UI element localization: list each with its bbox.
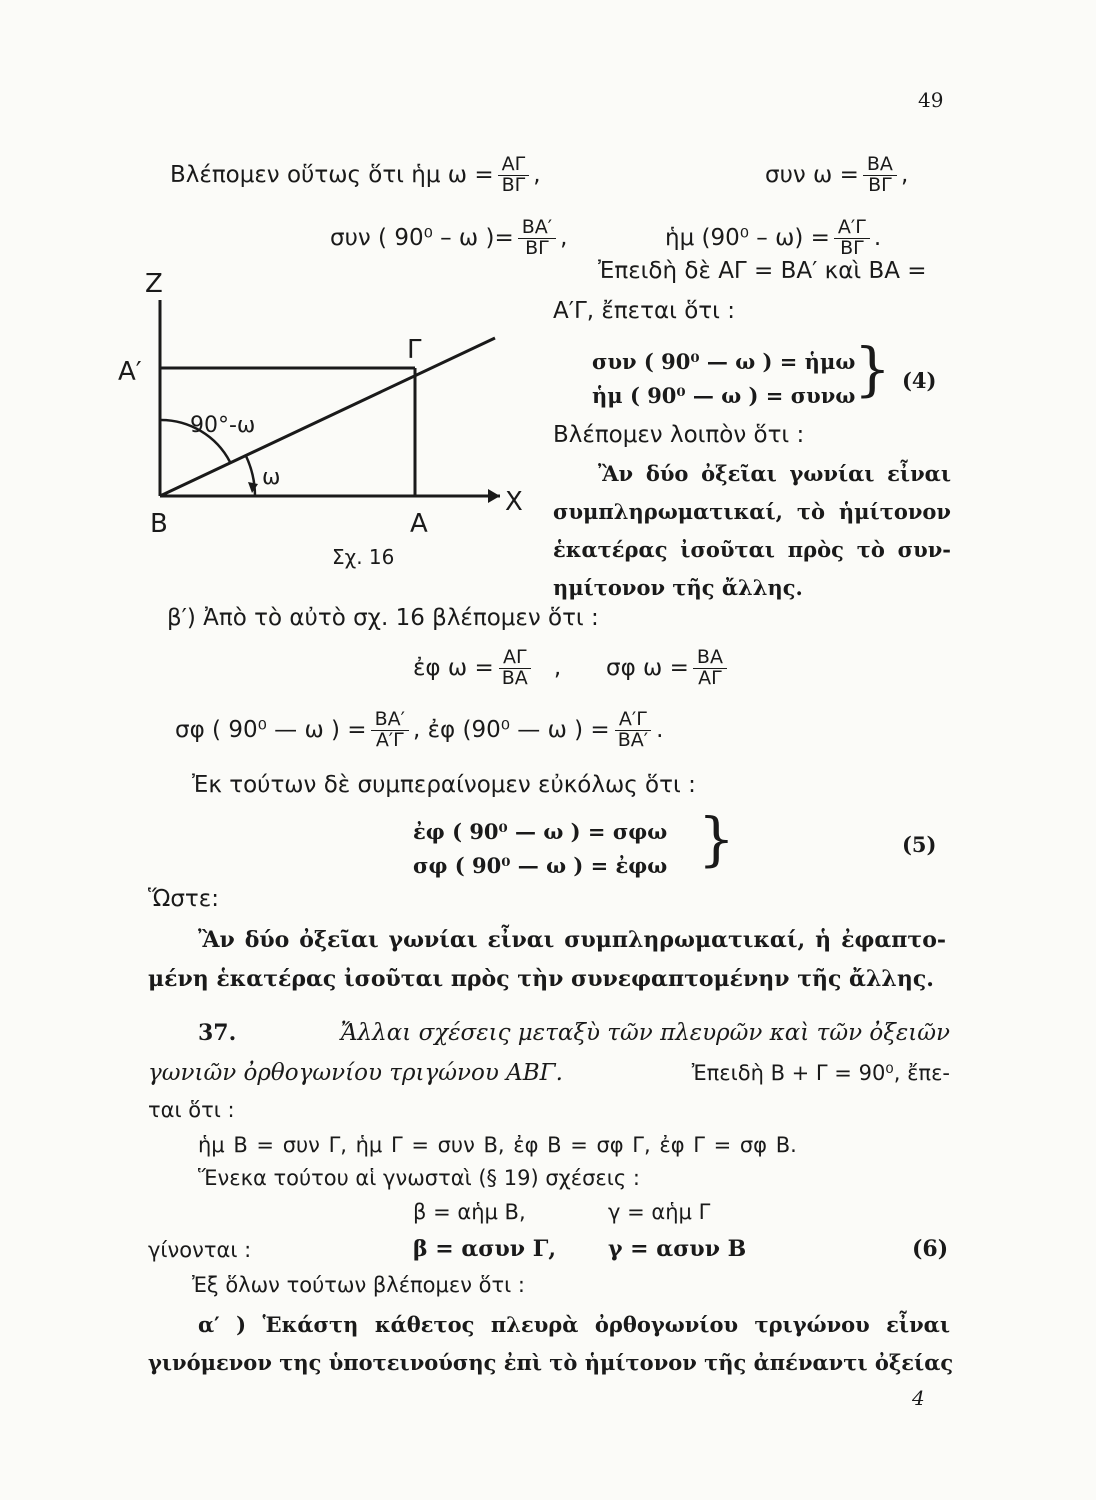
page-number: 49 [918,88,944,112]
section-37-line-2 [148,1060,950,1086]
theorem-1-line-4: ημίτονον τῆς ἄλλης. [553,575,803,600]
syn-w-formula: συν ω = $\frac{BA}{B\Gamma}$ , [765,152,909,196]
sf-w-formula: σφ ω = $\frac{BA}{A\Gamma}$ [606,638,731,698]
since-b-gamma: Ἐπειδὴ Β + Γ = 90⁰, ἔπε- [691,1061,950,1085]
syn90-formula: συν ( 90⁰ – ω )= $\frac{BA'}{B\Gamma}$ , [330,215,568,259]
equation-5 [413,815,667,883]
eq4-line-1: συν ( 90⁰ — ω ) = ἡμω [592,349,856,374]
x-axis-arrow [488,489,500,503]
figure-caption: Σχ. 16 [332,545,395,569]
section-title-2: γωνιῶν ὀρθογωνίου τριγώνου ΑΒΓ. [148,1060,563,1086]
fraction-baprime-agprime: $\frac{BA'}{A'\Gamma}$ [371,710,409,751]
become-label: γίνονται : [148,1238,252,1262]
relation-g-cos: γ = ασυν Β [608,1236,747,1262]
figure-16 [110,260,540,580]
eq6-label: (6) [912,1236,949,1262]
relation-b-cos: β = ασυν Γ, [413,1236,556,1262]
fraction-ba-bg: $\frac{BA}{B\Gamma}$ [863,155,897,196]
label-b: Β [150,509,168,539]
intro-lead: Βλέπομεν οὕτως ὅτι ἡμ ω = [170,162,494,188]
cofunction-relations: ἡμ Β = συν Γ, ἡμ Γ = συν Β, ἐφ Β = σφ Γ, ἐφ Γ = σφ Β. [198,1133,797,1157]
we-see-line: Βλέπομεν λοιπὸν ὅτι : [553,422,805,448]
sf90-ef90-formula: σφ ( 90⁰ — ω ) = $\frac{BA'}{A'\Gamma}$ , ἐφ (90⁰ — ω ) = $\frac{A'\Gamma}{BA'}$ . [175,707,664,751]
fraction-baprime-bg: $\frac{BA'}{B\Gamma}$ [518,218,556,259]
footer-signature-mark: 4 [912,1386,925,1410]
fraction-agprime-baprime: $\frac{A'\Gamma}{BA'}$ [614,710,652,751]
eq4-line-2: ἡμ ( 90⁰ — ω ) = συνω [592,383,856,408]
section-37-heading [198,1020,950,1046]
relation-b-sin: β = αἡμ Β, [413,1200,526,1224]
hoste-label: Ὥστε: [148,886,219,912]
from-all-line: Ἐξ ὅλων τούτων βλέπομεν ὅτι : [192,1273,525,1297]
alpha-line-1: α′ ) Ἑκάστη κάθετος πλευρὰ ὀρθογωνίου τριγώνου εἶναι [198,1312,950,1337]
eq5-line-1: ἐφ ( 90⁰ — ω ) = σφω [413,819,668,844]
label-90-minus-omega: 90°-ω [190,413,256,438]
alpha-line-2: γινόμενον της ὑποτεινούσης ἐπὶ τὸ ἡμίτονον τῆς ἀπέναντι ὀξείας [148,1350,954,1375]
hence-line: Ἕνεκα τούτου αἱ γνωσταὶ (§ 19) σχέσεις : [198,1166,640,1190]
eq4-brace: } [854,335,891,403]
conclude-line: Ἐκ τούτων δὲ συμπεραίνομεν εὐκόλως ὅτι : [192,772,696,798]
eq4-label: (4) [902,368,937,393]
theorem-2-line-2: μένη ἑκατέρας ἰσοῦται πρὸς τὴν συνεφαπτομένην τῆς ἄλλης. [148,966,934,992]
since-line-1: Ἐπειδὴ δὲ ΑΓ = ΒΑ′ καὶ ΒΑ = [598,258,927,284]
tai-oti: ται ὅτι : [148,1098,235,1122]
fraction-agprime-bg: $\frac{A'\Gamma}{B\Gamma}$ [834,218,870,259]
label-gamma: Γ [407,335,422,365]
since-line-2: Α′Γ, ἔπεται ὅτι : [553,298,735,324]
relation-g-sin: γ = αἡμ Γ [608,1200,711,1224]
theorem-1-line-1: Ἂν δύο ὀξεῖαι γωνίαι εἶναι [598,461,951,486]
part-b-line: β′) Ἀπὸ τὸ αὐτὸ σχ. 16 βλέπομεν ὅτι : [167,605,599,631]
theorem-1-line-3: ἑκατέρας ἰσοῦται πρὸς τὸ συν- [553,537,951,562]
theorem-1 [553,455,951,607]
intro-line-1: Βλέπομεν οὕτως ὅτι ἡμ ω = $\frac{A\Gamma}{B\Gamma}$ , [170,152,541,196]
ef-w-formula: ἐφ ω = $\frac{A\Gamma}{BA}$ , [413,645,562,689]
eq5-brace: } [698,805,735,873]
fraction-ba-ag: $\frac{BA}{A\Gamma}$ [693,648,727,689]
hm90-formula: ἡμ (90⁰ – ω) = $\frac{A'\Gamma}{B\Gamma}$ . [665,215,882,259]
label-a: Α [410,509,428,539]
fraction-ag-ba: $\frac{A\Gamma}{BA}$ [498,648,532,689]
eq5-line-2: σφ ( 90⁰ — ω ) = ἐφω [413,853,668,878]
label-a-prime: Α′ [118,357,142,387]
theorem-1-line-2: συμπληρωματικαί, τὸ ἡμίτονον [553,499,951,524]
section-title-1: Ἄλλαι σχέσεις μεταξὺ τῶν πλευρῶν καὶ τῶν ὀξειῶν [340,1020,950,1046]
section-number: 37. [198,1020,237,1046]
fraction-ag-bg: $\frac{A\Gamma}{B\Gamma}$ [498,155,530,196]
eq5-label: (5) [902,832,937,857]
omega-arrow [248,482,258,493]
theorem-2-line-1: Ἂν δύο ὀξεῖαι γωνίαι εἶναι συμπληρωματικαί, ἡ ἐφαπτο- [198,927,946,953]
equation-4 [592,345,855,413]
label-omega: ω [262,465,281,490]
label-z: Z [145,269,163,299]
label-x: X [505,487,523,517]
